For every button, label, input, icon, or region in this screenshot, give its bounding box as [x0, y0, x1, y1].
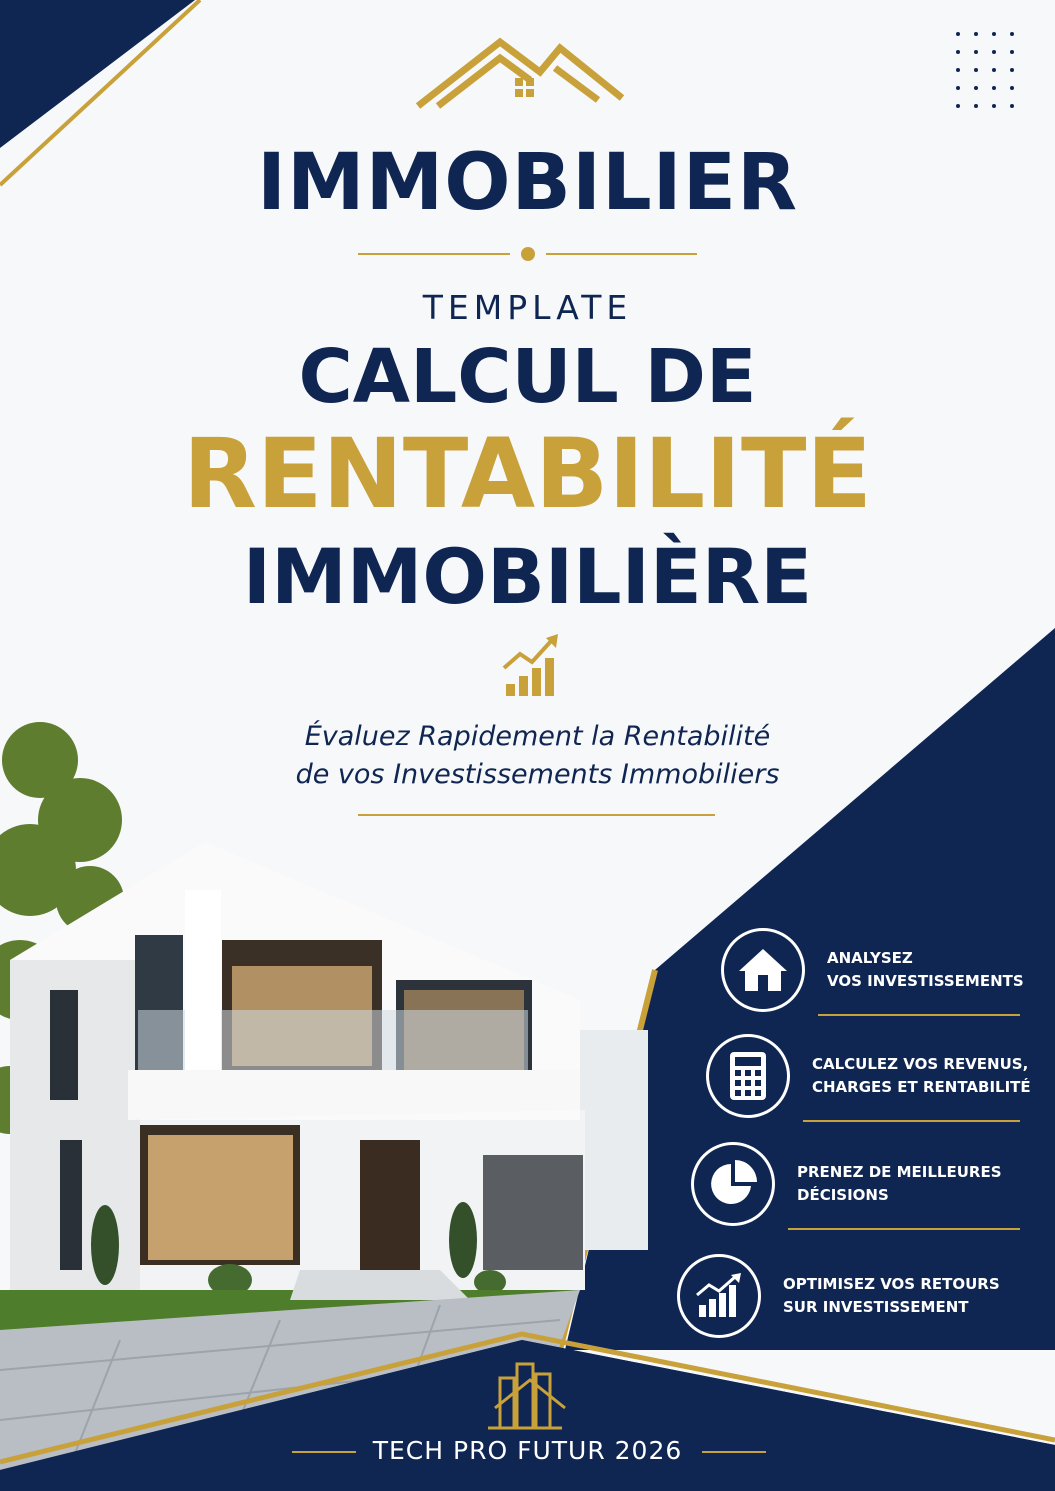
- pie-chart-icon: [691, 1142, 775, 1226]
- feature-line-2: SUR INVESTISSEMENT: [783, 1298, 969, 1316]
- subtitle-line-1: Évaluez Rapidement la Rentabilité: [304, 721, 771, 752]
- feature-line-1: CALCULEZ VOS REVENUS,: [812, 1055, 1029, 1073]
- feature-decide: [691, 1142, 1002, 1226]
- feature-line-2: CHARGES ET RENTABILITÉ: [812, 1078, 1031, 1096]
- footer-brand: TECH PRO FUTUR 2026: [372, 1436, 683, 1465]
- feature-divider: [818, 1014, 1020, 1016]
- headline-line-3: IMMOBILIÈRE: [242, 532, 813, 621]
- feature-line-1: OPTIMISEZ VOS RETOURS: [783, 1275, 1000, 1293]
- headline-line-1: CALCUL DE: [298, 334, 757, 420]
- dot-grid: [956, 32, 1014, 108]
- feature-divider: [788, 1228, 1020, 1230]
- feature-optimise: [677, 1254, 1000, 1338]
- feature-calculate: [706, 1034, 1031, 1118]
- house-icon: [721, 928, 805, 1012]
- subtitle-line-2: de vos Investissements Immobiliers: [295, 759, 780, 790]
- small-chart-icon: [506, 658, 554, 696]
- page-title: IMMOBILIER: [256, 138, 799, 228]
- feature-line-1: ANALYSEZ: [827, 949, 913, 967]
- feature-line-2: DÉCISIONS: [797, 1186, 889, 1204]
- subtitle: [0, 718, 1055, 794]
- calculator-icon: [706, 1034, 790, 1118]
- growth-chart-icon: [677, 1254, 761, 1338]
- feature-line-1: PRENEZ DE MEILLEURES: [797, 1163, 1002, 1181]
- feature-divider: [803, 1120, 1020, 1122]
- feature-analyse: [721, 928, 1024, 1012]
- headline-line-2: RENTABILITÉ: [182, 418, 872, 530]
- feature-line-2: VOS INVESTISSEMENTS: [827, 972, 1024, 990]
- template-label: TEMPLATE: [422, 288, 633, 327]
